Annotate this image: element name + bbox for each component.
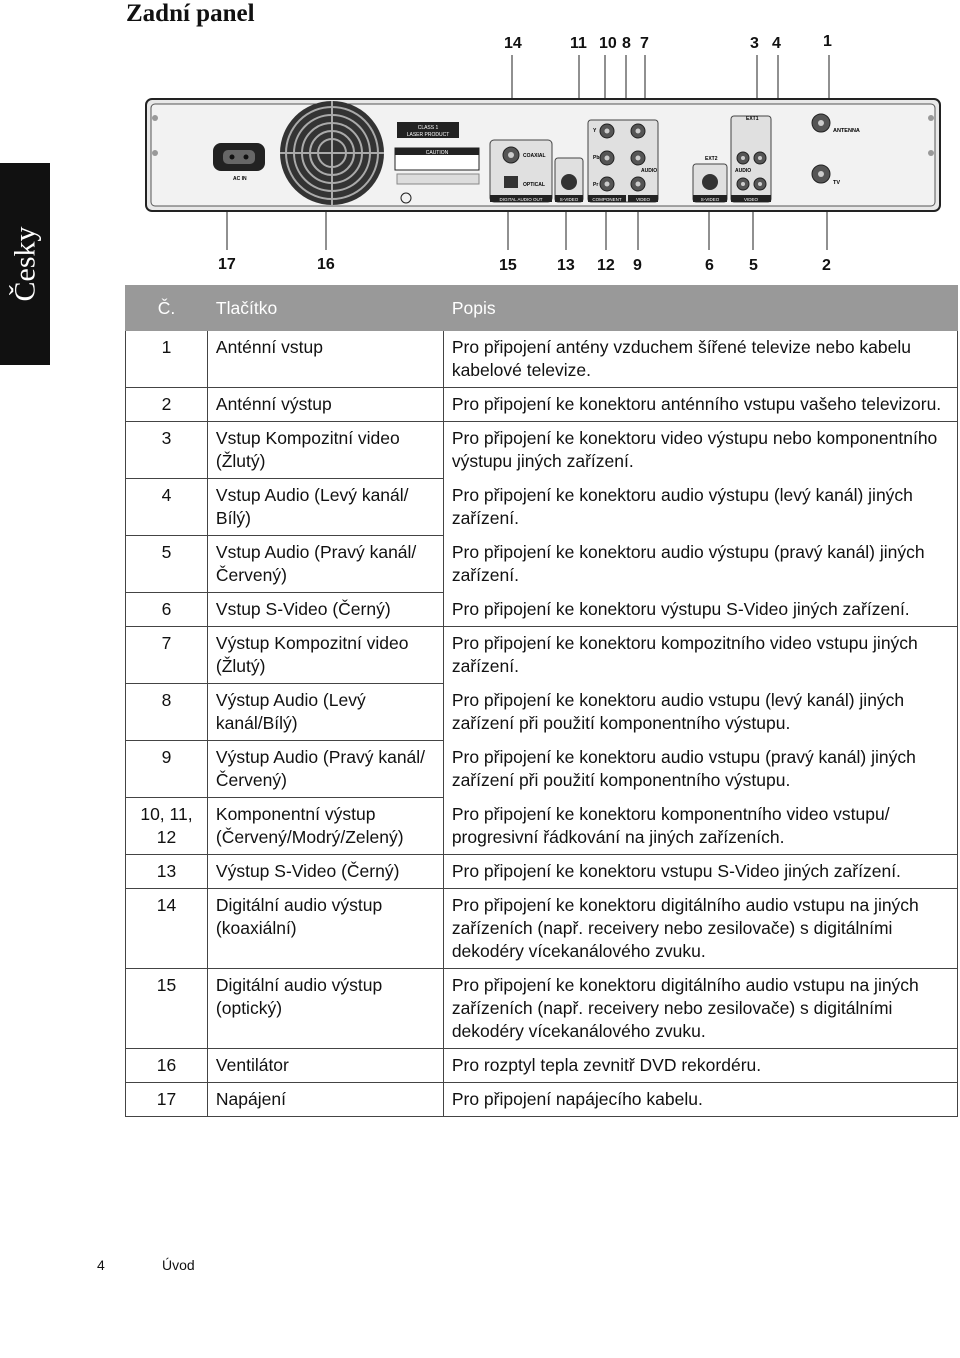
pr-label: Pr bbox=[593, 182, 599, 188]
table-row bbox=[126, 855, 958, 889]
row-description: Pro připojení ke konektoru vstupu S-Video jiných zařízení. bbox=[443, 855, 957, 889]
video-out-label: VIDEO bbox=[635, 197, 651, 202]
callout-bottom: 15 bbox=[499, 257, 517, 274]
callout-top: 8 bbox=[622, 35, 631, 52]
row-number: 4 bbox=[126, 479, 208, 536]
row-description: Pro připojení ke konektoru komponentního video vstupu/ progresivní řádkování na jiných zařízeních. bbox=[443, 798, 957, 855]
table-row bbox=[126, 479, 958, 536]
row-button: Vstup Audio (Levý kanál/ Bílý) bbox=[207, 479, 443, 536]
table-row bbox=[126, 1083, 958, 1117]
row-button: Digitální audio výstup (optický) bbox=[207, 969, 443, 1049]
language-label: Česky bbox=[8, 226, 41, 302]
row-number: 13 bbox=[126, 855, 208, 889]
header-number: Č. bbox=[126, 286, 208, 331]
callout-bottom: 2 bbox=[822, 257, 831, 274]
component-label: COMPONENT bbox=[592, 197, 622, 202]
table-row bbox=[126, 593, 958, 627]
antenna-label: ANTENNA bbox=[833, 128, 860, 134]
section-name: Úvod bbox=[162, 1257, 195, 1273]
row-button: Komponentní výstup (Červený/Modrý/Zelený) bbox=[207, 798, 443, 855]
callout-bottom: 9 bbox=[633, 257, 642, 274]
row-number: 3 bbox=[126, 422, 208, 479]
callout-bottom: 16 bbox=[317, 256, 335, 273]
row-description: Pro připojení ke konektoru digitálního audio vstupu na jiných zařízeních (např. receivery nebo zesilovače) s digitálními dekodéry vícekanálového zvuku. bbox=[443, 969, 957, 1049]
row-button: Vstup Audio (Pravý kanál/Červený) bbox=[207, 536, 443, 593]
video-in-label: VIDEO bbox=[743, 197, 759, 202]
row-button: Anténní výstup bbox=[207, 388, 443, 422]
audio-in-label: AUDIO bbox=[735, 168, 752, 174]
optical-label: OPTICAL bbox=[523, 182, 545, 188]
row-number: 14 bbox=[126, 889, 208, 969]
table-row bbox=[126, 422, 958, 479]
audio-out-label: AUDIO bbox=[641, 168, 658, 174]
row-number: 17 bbox=[126, 1083, 208, 1117]
laser-label: LASER PRODUCT bbox=[406, 132, 450, 138]
row-description: Pro připojení napájecího kabelu. bbox=[443, 1083, 957, 1117]
table-header-row bbox=[126, 286, 958, 331]
row-button: Výstup Kompozitní video (Žlutý) bbox=[207, 627, 443, 684]
table-row bbox=[126, 741, 958, 798]
table-row bbox=[126, 889, 958, 969]
row-button: Vstup S-Video (Černý) bbox=[207, 593, 443, 627]
header-description: Popis bbox=[443, 286, 957, 331]
row-number: 15 bbox=[126, 969, 208, 1049]
row-button: Napájení bbox=[207, 1083, 443, 1117]
row-description: Pro připojení ke konektoru audio výstupu (levý kanál) jiných zařízení. bbox=[443, 479, 957, 536]
svideo-in-label: S-VIDEO bbox=[700, 197, 720, 202]
row-button: Výstup Audio (Levý kanál/Bílý) bbox=[207, 684, 443, 741]
row-number: 9 bbox=[126, 741, 208, 798]
row-button: Digitální audio výstup (koaxiální) bbox=[207, 889, 443, 969]
row-number: 7 bbox=[126, 627, 208, 684]
callout-top: 7 bbox=[640, 35, 649, 52]
row-description: Pro připojení ke konektoru kompozitního video vstupu jiných zařízení. bbox=[443, 627, 957, 684]
callout-bottom: 5 bbox=[749, 257, 758, 274]
row-description: Pro připojení ke konektoru výstupu S-Video jiných zařízení. bbox=[443, 593, 957, 627]
power-socket-icon bbox=[213, 143, 265, 171]
caution-label: CAUTION bbox=[425, 150, 449, 156]
table-row bbox=[126, 627, 958, 684]
row-button: Výstup Audio (Pravý kanál/Červený) bbox=[207, 741, 443, 798]
table-row bbox=[126, 798, 958, 855]
table-row bbox=[126, 969, 958, 1049]
page-number: 4 bbox=[97, 1257, 105, 1273]
rear-panel-illustration bbox=[145, 98, 941, 212]
row-number: 10, 11, 12 bbox=[126, 798, 208, 855]
callout-bottom: 6 bbox=[705, 257, 714, 274]
row-description: Pro připojení ke konektoru audio výstupu (pravý kanál) jiných zařízení. bbox=[443, 536, 957, 593]
row-number: 16 bbox=[126, 1049, 208, 1083]
fan-icon bbox=[280, 101, 384, 205]
digital-out-label: DIGITAL AUDIO OUT bbox=[499, 197, 543, 202]
pb-label: Pb bbox=[593, 155, 600, 161]
header-button: Tlačítko bbox=[207, 286, 443, 331]
tv-label: TV bbox=[833, 180, 841, 186]
table-row bbox=[126, 536, 958, 593]
callout-bottom: 17 bbox=[218, 256, 236, 273]
row-number: 6 bbox=[126, 593, 208, 627]
ext2-label: EXT2 bbox=[705, 156, 718, 162]
ac-in-label: AC IN bbox=[233, 176, 247, 182]
page-title: Zadní panel bbox=[126, 0, 255, 27]
row-description: Pro připojení ke konektoru audio vstupu (pravý kanál) jiných zařízení při použití komponentního výstupu. bbox=[443, 741, 957, 798]
connector-table bbox=[125, 285, 958, 1117]
table-row bbox=[126, 684, 958, 741]
callout-top: 3 bbox=[750, 35, 759, 52]
row-description: Pro připojení antény vzduchem šířené televize nebo kabelu kabelové televize. bbox=[443, 331, 957, 388]
row-number: 8 bbox=[126, 684, 208, 741]
row-button: Ventilátor bbox=[207, 1049, 443, 1083]
row-description: Pro připojení ke konektoru anténního vstupu vašeho televizoru. bbox=[443, 388, 957, 422]
row-description: Pro rozptyl tepla zevnitř DVD rekordéru. bbox=[443, 1049, 957, 1083]
row-button: Výstup S-Video (Černý) bbox=[207, 855, 443, 889]
row-description: Pro připojení ke konektoru digitálního audio vstupu na jiných zařízeních (např. receivery nebo zesilovače) s digitálními dekodéry vícekanálového zvuku. bbox=[443, 889, 957, 969]
callout-top: 14 bbox=[504, 35, 522, 52]
row-button: Anténní vstup bbox=[207, 331, 443, 388]
ext1-label: EXT1 bbox=[746, 116, 759, 122]
table-row bbox=[126, 331, 958, 388]
row-description: Pro připojení ke konektoru audio vstupu (levý kanál) jiných zařízení při použití komponentního výstupu. bbox=[443, 684, 957, 741]
row-description: Pro připojení ke konektoru video výstupu nebo komponentního výstupu jiných zařízení. bbox=[443, 422, 957, 479]
row-number: 5 bbox=[126, 536, 208, 593]
callout-bottom: 13 bbox=[557, 257, 575, 274]
callout-top: 10 bbox=[599, 35, 617, 52]
row-number: 1 bbox=[126, 331, 208, 388]
row-number: 2 bbox=[126, 388, 208, 422]
svideo-out-label: S-VIDEO bbox=[559, 197, 579, 202]
callout-top: 11 bbox=[570, 35, 587, 52]
y-label: Y bbox=[593, 128, 597, 134]
callout-top: 1 bbox=[823, 33, 832, 50]
row-button: Vstup Kompozitní video (Žlutý) bbox=[207, 422, 443, 479]
coaxial-label: COAXIAL bbox=[523, 153, 546, 159]
table-row bbox=[126, 1049, 958, 1083]
callout-top: 4 bbox=[772, 35, 781, 52]
table-row bbox=[126, 388, 958, 422]
class1-label: CLASS 1 bbox=[417, 125, 439, 131]
callout-bottom: 12 bbox=[597, 257, 615, 274]
table-body bbox=[126, 331, 958, 1117]
